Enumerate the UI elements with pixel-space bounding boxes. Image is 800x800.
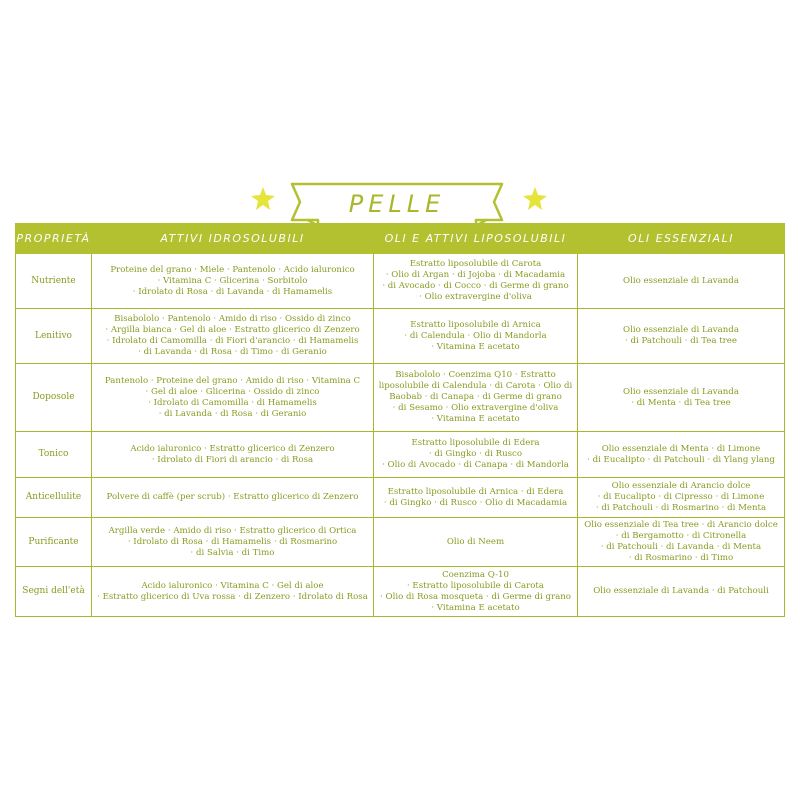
cell-line: Bisabololo · Coenzima Q10 · Estratto (395, 370, 556, 380)
cell-idro (92, 478, 374, 518)
cell-idro (92, 567, 374, 617)
cell-line: · Olio extravergine d'oliva (419, 292, 532, 302)
cell-ess (578, 309, 785, 364)
cell-line: Proteine del grano · Miele · Pantenolo · Acido ialuronico (110, 264, 355, 275)
cell-line: · Estratto liposolubile di Carota (406, 580, 545, 591)
cell-ess (578, 518, 785, 567)
cell-line: · di Patchouli · di Lavanda · di Menta (600, 542, 762, 552)
cell-line: Argilla verde · Amido di riso · Estratto glicerico di Ortica (108, 525, 357, 536)
cell-line: · di Salvia · di Timo (190, 547, 275, 558)
cell-idro (92, 254, 374, 309)
cell-lipo (374, 478, 578, 518)
cell-line: Olio essenziale di Lavanda (623, 275, 739, 286)
cell-line: Pantenolo · Proteine del grano · Amido di riso · Vitamina C (104, 375, 361, 386)
cell-line: · Idrolato di Rosa · di Hamamelis · di Rosmarino (127, 536, 338, 547)
table-row (16, 478, 785, 518)
table-row (16, 309, 785, 364)
page-title: PELLE (348, 190, 446, 218)
cell-line: Polvere di caffè (per scrub) · Estratto glicerico di Zenzero (106, 492, 359, 502)
cell-property: Segni dell'età (16, 567, 92, 617)
cell-line: · di Menta · di Tea tree (631, 397, 731, 408)
cell-property: Anticellulite (16, 478, 92, 518)
cell-line: · di Gingko · di Rusco (428, 449, 523, 459)
cell-ess (578, 364, 785, 432)
cell-line: Bisabololo · Pantenolo · Amido di riso · Ossido di zinco (114, 314, 351, 324)
table-row (16, 364, 785, 432)
cell-line: Olio essenziale di Lavanda (623, 386, 739, 397)
cell-line: Estratto liposolubile di Arnica · di Edera (387, 486, 564, 497)
cell-property: Purificante (16, 518, 92, 567)
cell-line: · Argilla bianca · Gel di aloe · Estratto glicerico di Zenzero (105, 325, 360, 335)
cell-lipo (374, 309, 578, 364)
cell-ess (578, 567, 785, 617)
cell-lipo (374, 567, 578, 617)
cell-line: liposolubile di Calendula · di Carota · Olio di (378, 381, 573, 391)
cell-lipo (374, 364, 578, 432)
cell-ess (578, 432, 785, 478)
cell-line: · Vitamina E acetato (431, 341, 520, 352)
properties-table (15, 223, 785, 617)
cell-line: · di Patchouli · di Rosmarino · di Menta (595, 503, 767, 513)
cell-property: Nutriente (16, 254, 92, 309)
cell-line: · Estratto glicerico di Uva rossa · di Zenzero · Idrolato di Rosa (97, 591, 368, 602)
header-proprieta: PROPRIETÀ (16, 224, 92, 254)
header-attivi-idrosolubili: ATTIVI IDROSOLUBILI (92, 224, 374, 254)
cell-line: Coenzima Q-10 (442, 569, 509, 580)
cell-line: Olio essenziale di Tea tree · di Arancio dolce (584, 520, 778, 530)
cell-line: · di Eucalipto · di Cipresso · di Limone (597, 492, 765, 502)
cell-line: Olio essenziale di Menta · di Limone (601, 443, 761, 454)
cell-line: Baobab · di Canapa · di Germe di grano (389, 392, 562, 402)
star-icon (522, 186, 548, 212)
cell-line: · Vitamina C · Glicerina · Sorbitolo (157, 275, 308, 286)
cell-property: Tonico (16, 432, 92, 478)
cell-line: Estratto liposolubile di Carota (409, 259, 542, 269)
table-row (16, 432, 785, 478)
cell-line: · Idrolato di Fiori di arancio · di Rosa (151, 454, 314, 465)
cell-line: Estratto liposolubile di Arnica (410, 319, 541, 330)
header-oli-essenziali: OLI ESSENZIALI (578, 224, 785, 254)
cell-line: · Gel di aloe · Glicerina · Ossido di zinco (145, 386, 320, 397)
cell-line: · di Calendula · Olio di Mandorla (404, 330, 547, 341)
cell-line: · Olio di Avocado · di Canapa · di Mandorla (382, 460, 569, 470)
header-oli-liposolubili: OLI E ATTIVI LIPOSOLUBILI (374, 224, 578, 254)
cell-line: · Olio di Argan · di Jojoba · di Macadamia (385, 270, 566, 280)
cell-idro (92, 518, 374, 567)
table-row (16, 254, 785, 309)
cell-property: Lenitivo (16, 309, 92, 364)
cell-line: Olio essenziale di Arancio dolce (611, 481, 751, 491)
cell-line: · di Eucalipto · di Patchouli · di Ylang ylang (587, 454, 775, 465)
table-row (16, 518, 785, 567)
cell-line: · Olio di Rosa mosqueta · di Germe di grano (380, 591, 571, 602)
cell-line: Olio essenziale di Lavanda · di Patchouli (593, 586, 769, 596)
cell-lipo (374, 254, 578, 309)
cell-line: · di Gingko · di Rusco · Olio di Macadamia (383, 497, 568, 508)
cell-line: · di Bergamotto · di Citronella (615, 531, 747, 541)
cell-line: · di Patchouli · di Tea tree (625, 336, 737, 346)
cell-line: Olio di Neem (446, 536, 505, 547)
cell-line: · Idrolato di Camomilla · di Fiori d'arancio · di Hamamelis (106, 336, 359, 346)
cell-idro (92, 432, 374, 478)
cell-ess (578, 478, 785, 518)
cell-ess (578, 254, 785, 309)
cell-line: · Idrolato di Camomilla · di Hamamelis (148, 397, 317, 408)
cell-lipo (374, 432, 578, 478)
cell-idro (92, 364, 374, 432)
table-header-row (16, 224, 785, 254)
cell-idro (92, 309, 374, 364)
cell-line: Olio essenziale di Lavanda (623, 325, 739, 335)
cell-line: · di Avocado · di Cocco · di Germe di grano (382, 281, 569, 291)
cell-lipo (374, 518, 578, 567)
star-icon (250, 186, 276, 212)
cell-line: · Vitamina E acetato (431, 602, 520, 613)
cell-line: · Vitamina E acetato (431, 414, 520, 424)
cell-line: Estratto liposolubile di Edera (411, 438, 540, 448)
cell-property: Doposole (16, 364, 92, 432)
cell-line: · Idrolato di Rosa · di Lavanda · di Hamamelis (132, 286, 333, 297)
cell-line: · di Rosmarino · di Timo (628, 553, 734, 563)
cell-line: · di Sesamo · Olio extravergine d'oliva (392, 403, 559, 413)
cell-line: Acido ialuronico · Estratto glicerico di Zenzero (130, 443, 335, 454)
table-row (16, 567, 785, 617)
cell-line: · di Lavanda · di Rosa · di Geranio (158, 408, 307, 419)
cell-line: · di Lavanda · di Rosa · di Timo · di Geranio (138, 347, 327, 357)
cell-line: Acido ialuronico · Vitamina C · Gel di aloe (141, 580, 324, 591)
